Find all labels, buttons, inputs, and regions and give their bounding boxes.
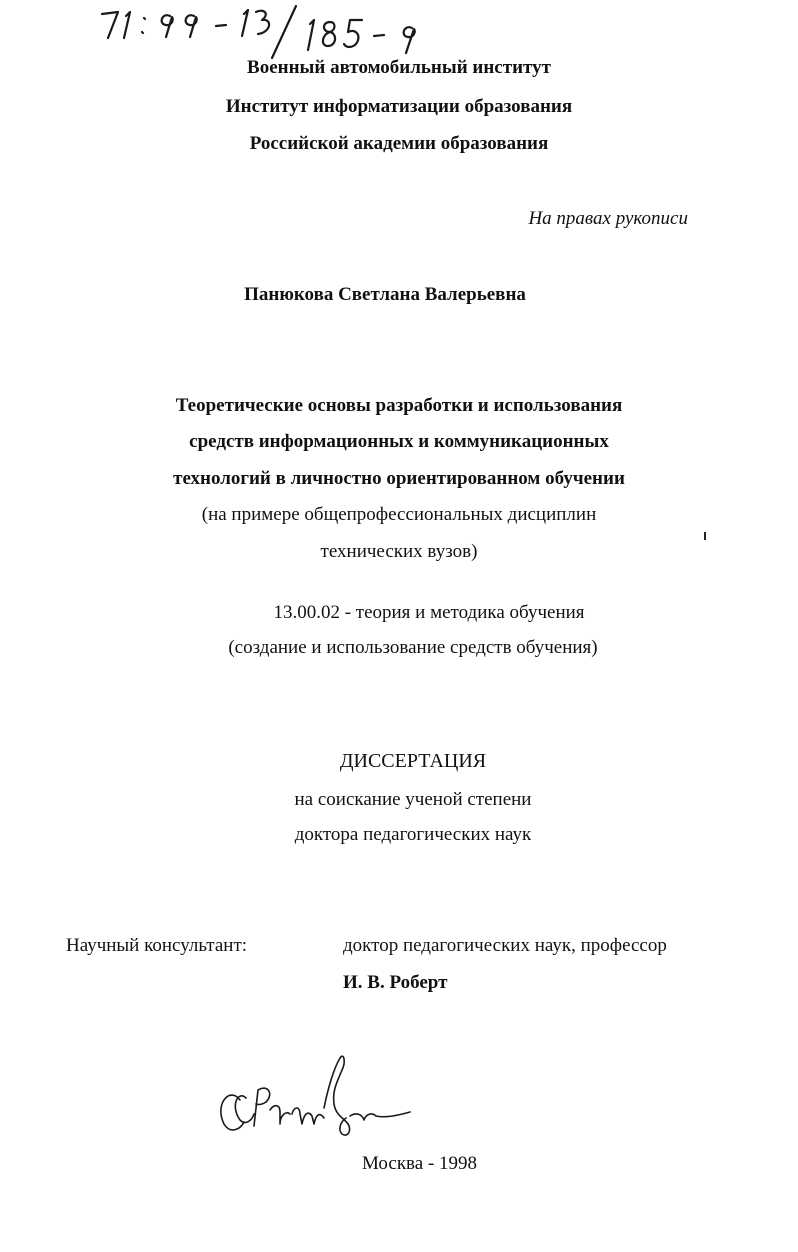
author-name: Панюкова Светлана Валерьевна xyxy=(244,284,526,305)
manuscript-note: На правах рукописи xyxy=(528,208,688,229)
specialty-code: 13.00.02 - теория и методика обучения xyxy=(273,602,585,623)
handwritten-archive-code xyxy=(96,2,486,60)
author-signature xyxy=(210,1040,440,1140)
title-line-2: средств информационных и коммуникационных xyxy=(189,431,609,452)
specialty-detail: (создание и использование средств обучения) xyxy=(228,637,598,658)
place-year: Москва - 1998 xyxy=(362,1153,478,1174)
institution-line-1: Военный автомобильный институт xyxy=(247,57,551,78)
subtitle-line-1: (на примере общепрофессиональных дисциплин xyxy=(201,504,597,525)
title-line-1: Теоретические основы разработки и использования xyxy=(175,395,623,416)
subtitle-line-2: технических вузов) xyxy=(320,541,478,562)
consultant-degree: доктор педагогических наук, профессор xyxy=(343,935,667,956)
scan-mark xyxy=(704,532,706,540)
institution-line-2: Институт информатизации образования xyxy=(225,96,573,117)
degree-line-2: доктора педагогических наук xyxy=(294,824,532,845)
institution-line-3: Российской академии образования xyxy=(249,133,549,154)
degree-line-1: на соискание ученой степени xyxy=(294,789,532,810)
consultant-label: Научный консультант: xyxy=(66,935,248,956)
title-line-3: технологий в личностно ориентированном обучении xyxy=(173,468,625,489)
work-type: ДИССЕРТАЦИЯ xyxy=(339,750,487,772)
consultant-name: И. В. Роберт xyxy=(343,972,448,993)
